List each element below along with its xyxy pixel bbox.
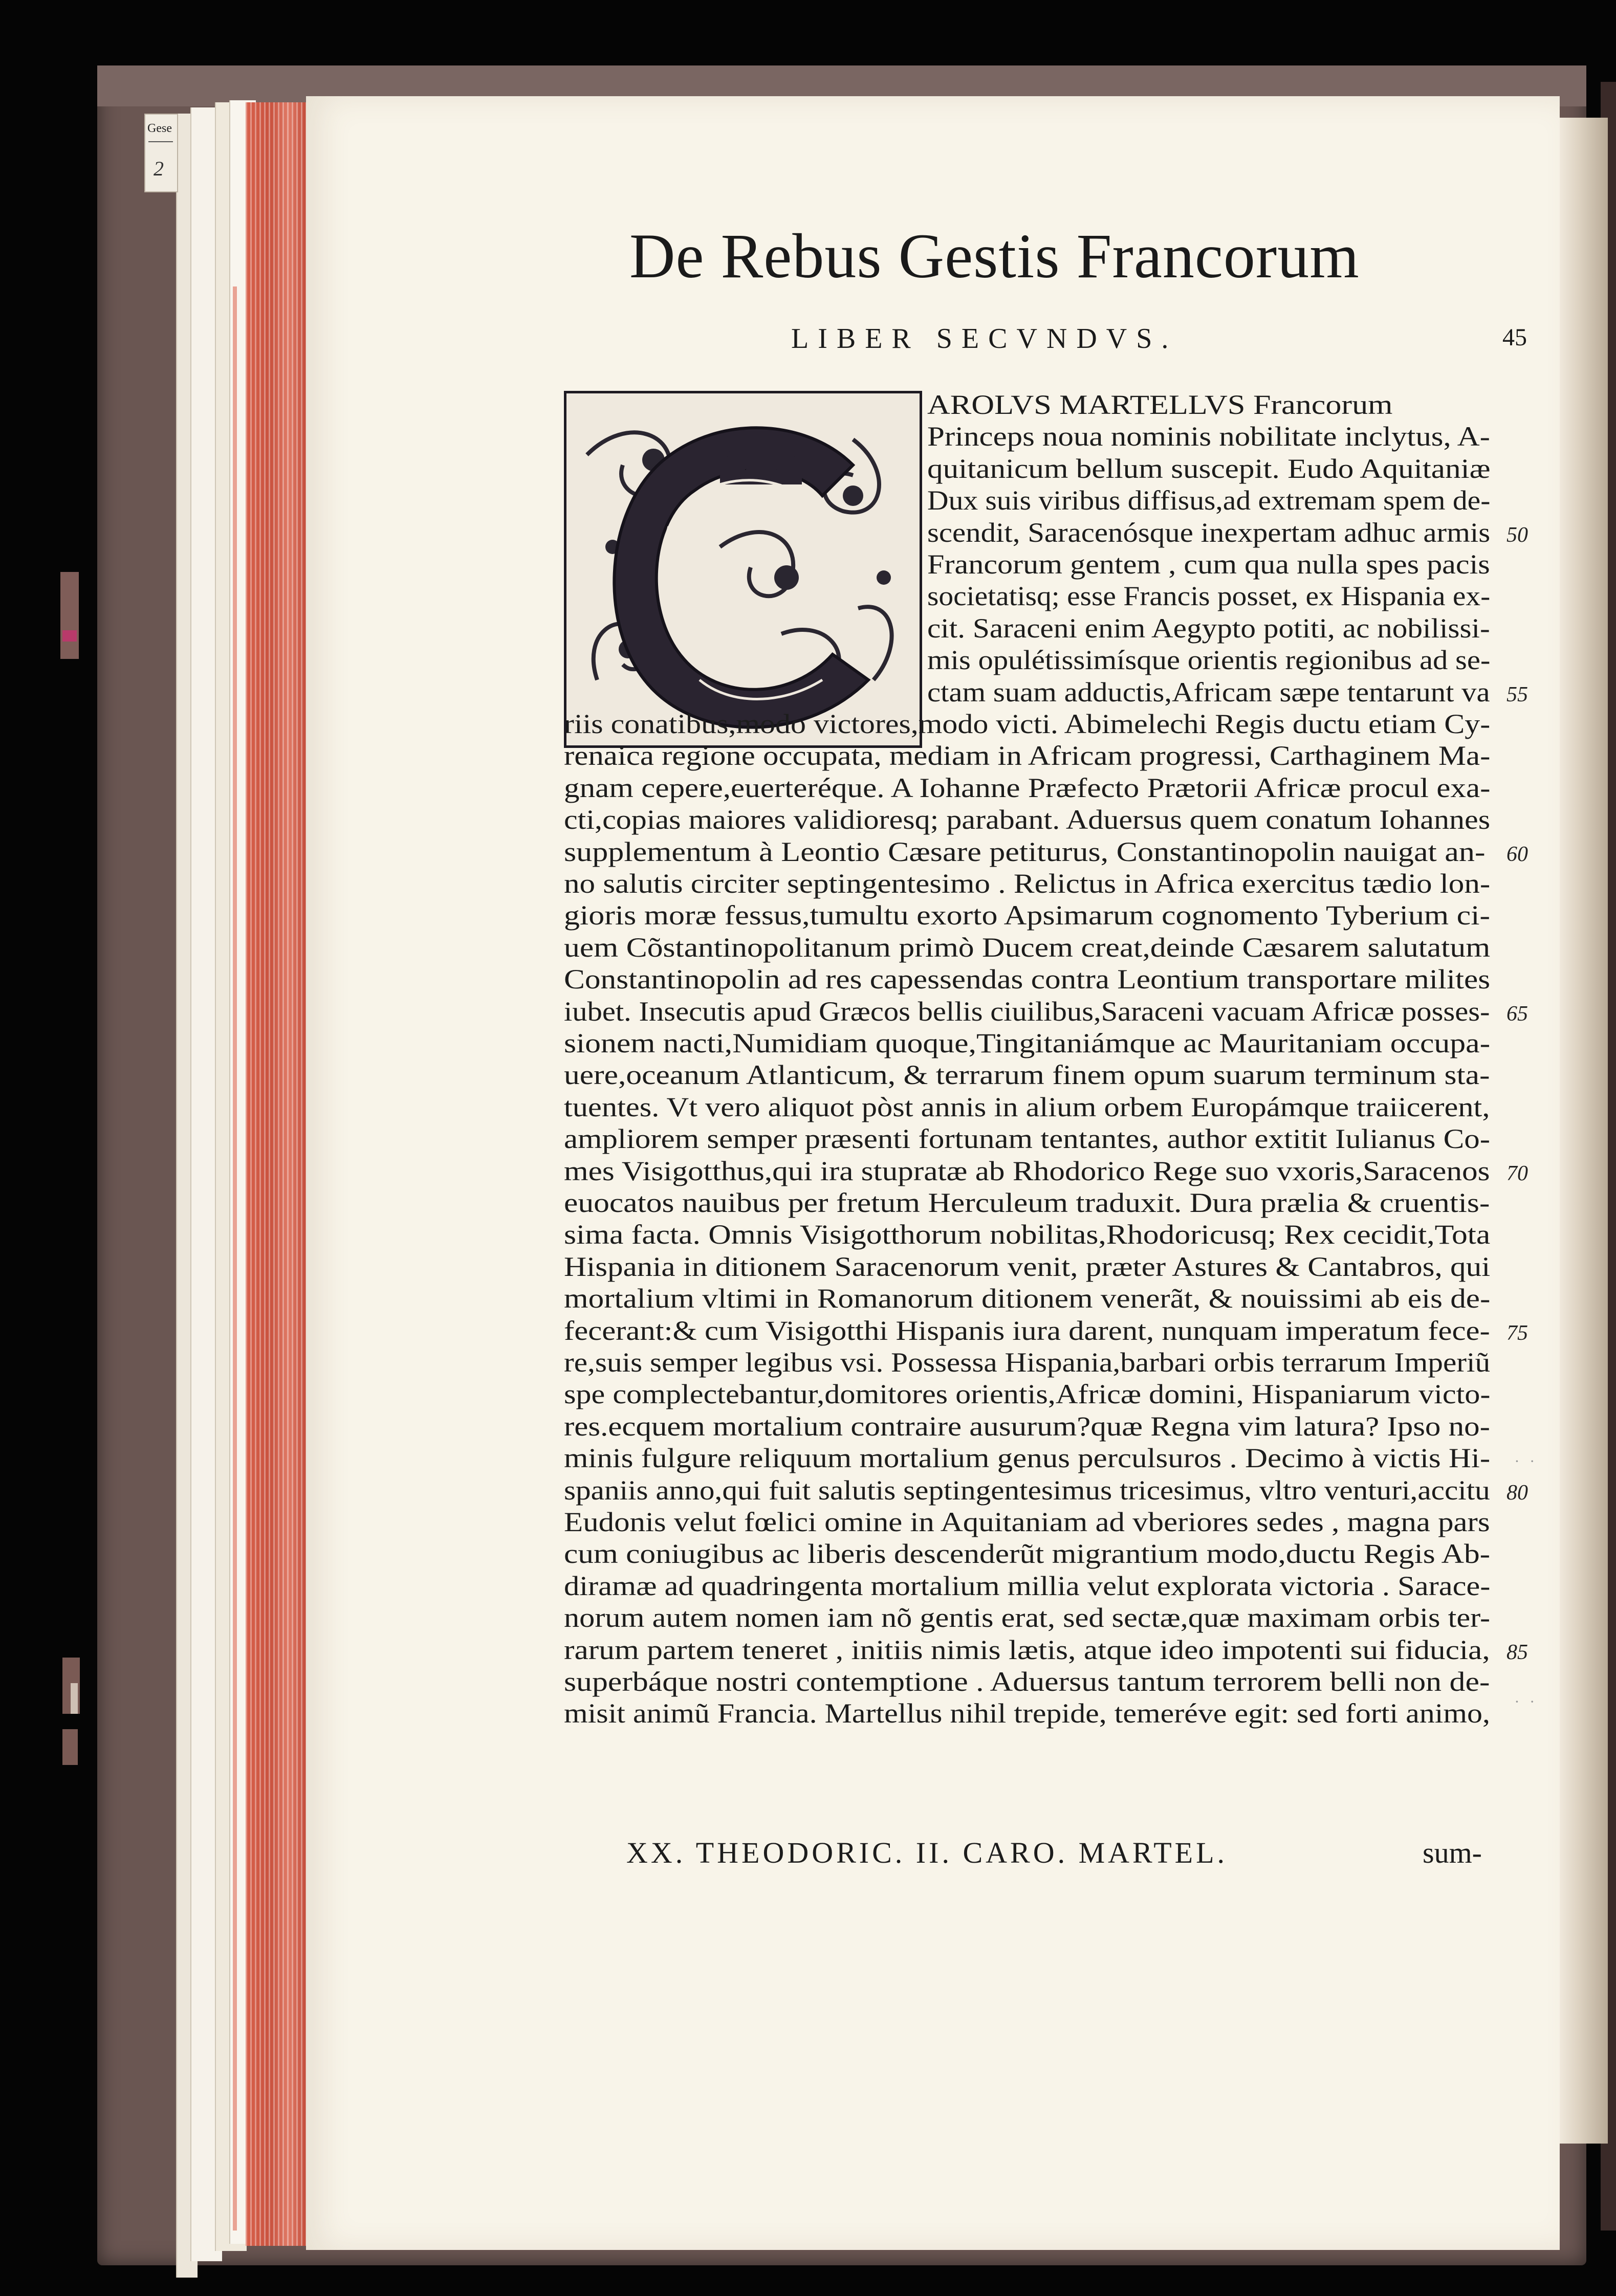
text-line: cti,copias maiores validioresq; parabant. Aduersus quem conatum Iohannes [564,804,1491,835]
text-line: AROLVS MARTELLVS Francorum [927,389,1393,420]
text-line: cit. Saraceni enim Aegypto potiti, ac nobilissi- [927,612,1490,644]
text-line: euocatos nauibus per fretum Herculeum traduxit. Dura prælia & cruentis- [564,1187,1490,1218]
shelf-label-number: 2 [154,157,164,180]
text-line: scendit, Saracenósque inexpertam adhuc armis [927,517,1491,548]
text-line: no salutis circiter septingentesimo . Relictus in Africa exercitus tædio lon- [564,868,1491,899]
margin-line-number: 85 [1506,1640,1528,1664]
text-line: Francorum gentem , cum qua nulla spes pacis [927,549,1490,580]
text-line: misit animũ Francia. Martellus nihil trepide, temeréve egit: sed forti animo, [564,1698,1491,1729]
red-page-edges [246,102,307,2246]
text-line: cum coniugibus ac liberis descenderũt migrantium modo,ductu Regis Ab- [564,1538,1491,1570]
decorated-initial [564,391,922,748]
text-line: Princeps noua nominis nobilitate inclytus, A- [927,421,1490,452]
margin-line-number: 65 [1506,1002,1528,1026]
right-page-edges [1556,118,1608,2144]
text-line: spaniis anno,qui fuit salutis septingentesimus tricesimus, vltro venturi,accitu [564,1474,1490,1506]
text-line: res.ecquem mortalium contraire ausurum?quæ Regna vim latura? Ipso no- [564,1410,1490,1442]
text-line: minis fulgure reliquum mortalium genus perculsuros . Decimo à victis Hi- [564,1443,1491,1474]
text-line: ctam suam adductis,Africam sæpe tentarunt va [927,676,1490,708]
book-subtitle: LIBER SECVNDVS. [791,323,1178,355]
text-line: Constantinopolin ad res capessendas contra Leontium transportare milites [564,964,1491,995]
text-line: riis conatibus,modo victores,modo victi. Abimelechi Regis ductu etiam Cy- [564,709,1491,739]
text-line: ampliorem semper præsenti fortunam tentantes, author extitit Iulianus Co- [564,1123,1491,1155]
margin-line-number: 75 [1506,1321,1528,1345]
text-line: Eudonis velut fœlici omine in Aquitaniam ad vberiores sedes , magna pars [564,1507,1490,1537]
margin-line-number: 70 [1506,1161,1528,1185]
margin-line-number: 80 [1506,1481,1528,1505]
binding-clasp-top [60,572,79,659]
text-line: uere,oceanum Atlanticum, & terrarum finem opum suarum terminum sta- [564,1059,1490,1091]
margin-marks: · · [1515,1453,1538,1470]
margin-marks: · · [1515,1693,1538,1710]
text-line: rarum partem teneret , initiis nimis lætis, atque ideo impotenti sui fiducia, [564,1634,1490,1665]
text-line: quitanicum bellum suscepit. Eudo Aquitaniæ [927,453,1491,484]
folio-number: 45 [1502,324,1527,351]
page-title: De Rebus Gestis Francorum [629,221,1360,291]
margin-line-number: 60 [1506,842,1528,866]
text-line: iubet. Insecutis apud Græcos bellis ciuilibus,Saraceni vacuam Africæ posses- [564,996,1490,1027]
text-line: gnam cepere,euerteréque. A Iohanne Præfecto Prætorii Africæ procul exa- [564,772,1491,803]
text-line: diramæ ad quadringenta mortalium millia velut explorata victoria . Sarace- [564,1570,1491,1601]
catchword: sum- [1423,1836,1482,1869]
text-line: mortalium vltimi in Romanorum ditionem venerãt, & nouissimi ab eis de- [564,1283,1491,1314]
text-line: spe complectebantur,domitores orientis,Africæ domini, Hispaniarum victo- [564,1379,1491,1410]
margin-line-number: 55 [1506,682,1528,707]
text-line: uem Cõstantinopolitanum primò Ducem creat,deinde Cæsarem salutatum [564,932,1491,963]
shelf-label-title: Gese [147,122,172,135]
binding-clasp-bottom [62,1729,78,1765]
decorated-initial-image [566,393,920,745]
text-line: sima facta. Omnis Visigotthorum nobilitas,Rhodoricusq; Rex cecidit,Tota [564,1219,1491,1250]
text-line: norum autem nomen iam nõ gentis erat, sed sectæ,quæ maximam orbis ter- [564,1602,1491,1633]
shelf-label-rule [148,141,173,142]
text-line: tuentes. Vt vero aliquot pòst annis in alium orbem Europámque traiicerent, [564,1091,1490,1122]
binding-ribbon [62,630,77,642]
text-line: societatisq; esse Francis posset, ex Hispania ex- [927,581,1491,612]
running-footer: XX. THEODORIC. II. CARO. MARTEL. [626,1836,1228,1869]
margin-line-number: 50 [1506,523,1528,547]
text-line: Dux suis viribus diffisus,ad extremam spem de- [927,485,1491,516]
shelf-label [144,114,178,192]
text-line: mis opulétissimísque orientis regionibus ad se- [927,645,1491,676]
text-line: mes Visigotthus,qui ira stupratæ ab Rhodorico Rege suo vxoris,Saracenos [564,1155,1490,1186]
text-line: sionem nacti,Numidiam quoque,Tingitaniámque ac Mauritaniam occupa- [564,1028,1491,1058]
text-line: gioris moræ fessus,tumultu exorto Apsimarum cognomento Tyberium ci- [564,900,1491,931]
red-edge-thin [233,286,237,2231]
text-line: re,suis semper legibus vsi. Possessa Hispania,barbari orbis terrarum Imperiũ [564,1347,1491,1378]
text-line: superbáque nostri contemptione . Aduersus tantum terrorem belli non de- [564,1666,1490,1697]
binding-clasp-pin [71,1683,78,1714]
text-line: supplementum à Leontio Cæsare petiturus, Constantinopolin nauigat an- [564,836,1486,867]
text-line: Hispania in ditionem Saracenorum venit, præter Astures & Cantabros, qui [564,1251,1491,1282]
text-line: fecerant:& cum Visigotthi Hispanis iura darent, nunquam imperatum fece- [564,1315,1490,1346]
text-line: renaica regione occupata, mediam in Africam progressi, Carthaginem Ma- [564,740,1491,771]
